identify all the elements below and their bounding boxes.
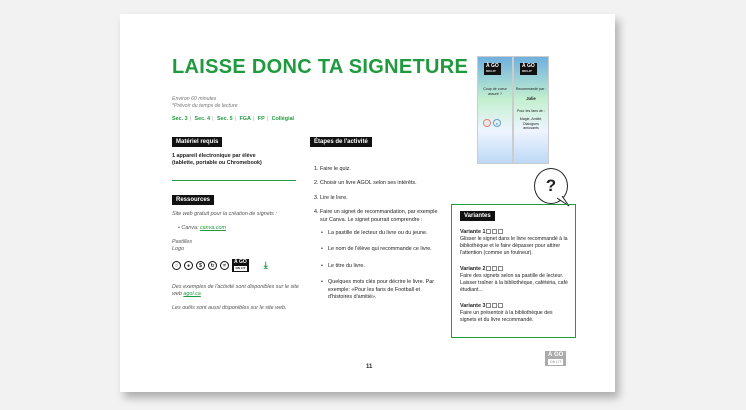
variante-label: Variante 3: [460, 303, 486, 309]
logo-label: Logo: [172, 246, 184, 252]
step-item: 2. Choisir un livre AGOL selon ses intérêts.: [320, 180, 445, 187]
steps-list: [310, 166, 445, 310]
document-page: [120, 14, 615, 392]
level-tag: Sec. 4: [194, 116, 211, 122]
heart-icon: ♡: [483, 119, 491, 127]
logo-main: À GO: [522, 63, 535, 69]
download-icon[interactable]: ⤓: [263, 260, 268, 270]
materiel-line: 1 appareil électronique par élève: [172, 153, 256, 159]
step-item: [320, 209, 445, 301]
bookmark-name: Julie: [526, 96, 536, 101]
substep-item: • La pastille de lecteur du livre ou du jeune.: [328, 230, 445, 237]
substep-item: • Le titre du livre.: [328, 263, 445, 270]
tools-text: Les outils sont aussi disponibles sur le site web.: [172, 305, 287, 311]
logo-main: À GO: [486, 63, 499, 69]
nd-icon[interactable]: =: [220, 261, 229, 270]
agol-link[interactable]: agol.ca: [183, 291, 201, 298]
level-tag: Sec. 5: [217, 116, 233, 122]
page-number: 11: [366, 364, 373, 370]
site-label: Site web gratuit pour la création de signets :: [172, 211, 277, 217]
variante-text: Glisser le signet dans le livre recommandé à la bibliothèque et le faire dépasser pour attirer l'attention (comme un fouineur).: [460, 236, 568, 256]
level-tag: FP: [257, 116, 265, 122]
logo-main: À GO: [548, 352, 564, 358]
substeps-list: [320, 230, 445, 301]
materiel-line: (tablette, portable ou Chromebook): [172, 160, 262, 167]
ressources-header: Ressources: [172, 195, 214, 205]
variantes-box: [451, 204, 576, 338]
substep-item: • Quelques mots clés pour décrire le livre. Par exemple: «Pour les fans de Football et d'histoires d'amitié».: [328, 279, 445, 301]
variante-label: Variante 2: [460, 266, 486, 272]
materiel-header: Matériel requis: [172, 137, 222, 147]
variante-item: [460, 266, 570, 294]
level-tag: Sec. 3: [172, 116, 188, 122]
bookmark-tags: Magie, Amitié, Dialogues amusants: [519, 117, 543, 130]
pastilles-label: Pastilles: [172, 239, 193, 245]
canva-prefix: • Canva:: [178, 225, 199, 231]
variante-item: [460, 303, 570, 324]
logo-sub: ON LIT: [235, 266, 246, 270]
bookmark-line: Pour les fans de :: [517, 109, 545, 113]
step-item: 3. Lire le livre.: [320, 195, 445, 202]
nc-icon[interactable]: $: [196, 261, 205, 270]
bookmark-example-2: [513, 56, 549, 164]
resource-icons: [172, 259, 268, 272]
variante-text: Faire des signets selon sa pastille de lecteur. Laisser traîner à la bibliothèque, cafétéria, café étudiant...: [460, 273, 568, 293]
cc-icon[interactable]: ○: [172, 261, 181, 270]
reading-note: *Prévoir du temps de lecture: [172, 103, 238, 109]
levels: Sec. 3 | Sec. 4 | Sec. 5 | FGA | FP | Collégial: [172, 116, 295, 122]
activity-meta: [172, 96, 237, 110]
agol-logo[interactable]: [232, 259, 249, 272]
materiel-text: [172, 153, 292, 168]
logo-sub: ON LIT: [486, 69, 496, 73]
variante-text: Faire un présentoir à la bibliothèque des signets et du livre recommandé.: [460, 310, 553, 323]
question-bubble: ?: [534, 168, 568, 204]
bookmark-logo: [520, 63, 537, 75]
divider: [172, 180, 296, 181]
footer-logo: [545, 351, 566, 366]
page-title: LAISSE DONC TA SIGNETURE: [172, 56, 469, 78]
variante-item: [460, 229, 570, 257]
canva-link[interactable]: canva.com: [199, 225, 227, 231]
step-text: Faire un signet de recommandation, par exemple sur Canva. Le signet pourrait comprendre :: [320, 209, 438, 223]
substep-item: • Le nom de l'élève qui recommande ce livre.: [328, 246, 445, 253]
level-tag: FGA: [239, 116, 251, 122]
by-icon[interactable]: ●: [184, 261, 193, 270]
bookmark-line: Recommandé par :: [515, 87, 547, 91]
logo-sub: ON LIT: [549, 360, 562, 364]
variantes-header: Variantes: [460, 211, 495, 221]
sa-icon[interactable]: ↻: [208, 261, 217, 270]
people-icon: ●: [493, 119, 501, 127]
canva-line: [178, 225, 226, 232]
logo-main: À GO: [234, 259, 247, 265]
bookmark-text: Coup de coeur assuré ?: [483, 87, 507, 96]
examples-sentence: Des exemples de l'activité sont disponibles sur le site web: [172, 284, 299, 298]
etapes-header: Étapes de l'activité: [310, 137, 372, 147]
bookmark-icons: [483, 119, 501, 127]
level-tag: Collégial: [271, 116, 295, 122]
bookmark-logo: [484, 63, 501, 75]
bookmark-example-1: [477, 56, 513, 164]
examples-text: [172, 284, 302, 299]
step-item: 1. Faire le quiz.: [320, 166, 445, 173]
duration: Environ 60 minutes: [172, 96, 217, 102]
logo-sub: ON LIT: [522, 69, 532, 73]
variante-label: Variante 1: [460, 229, 486, 235]
